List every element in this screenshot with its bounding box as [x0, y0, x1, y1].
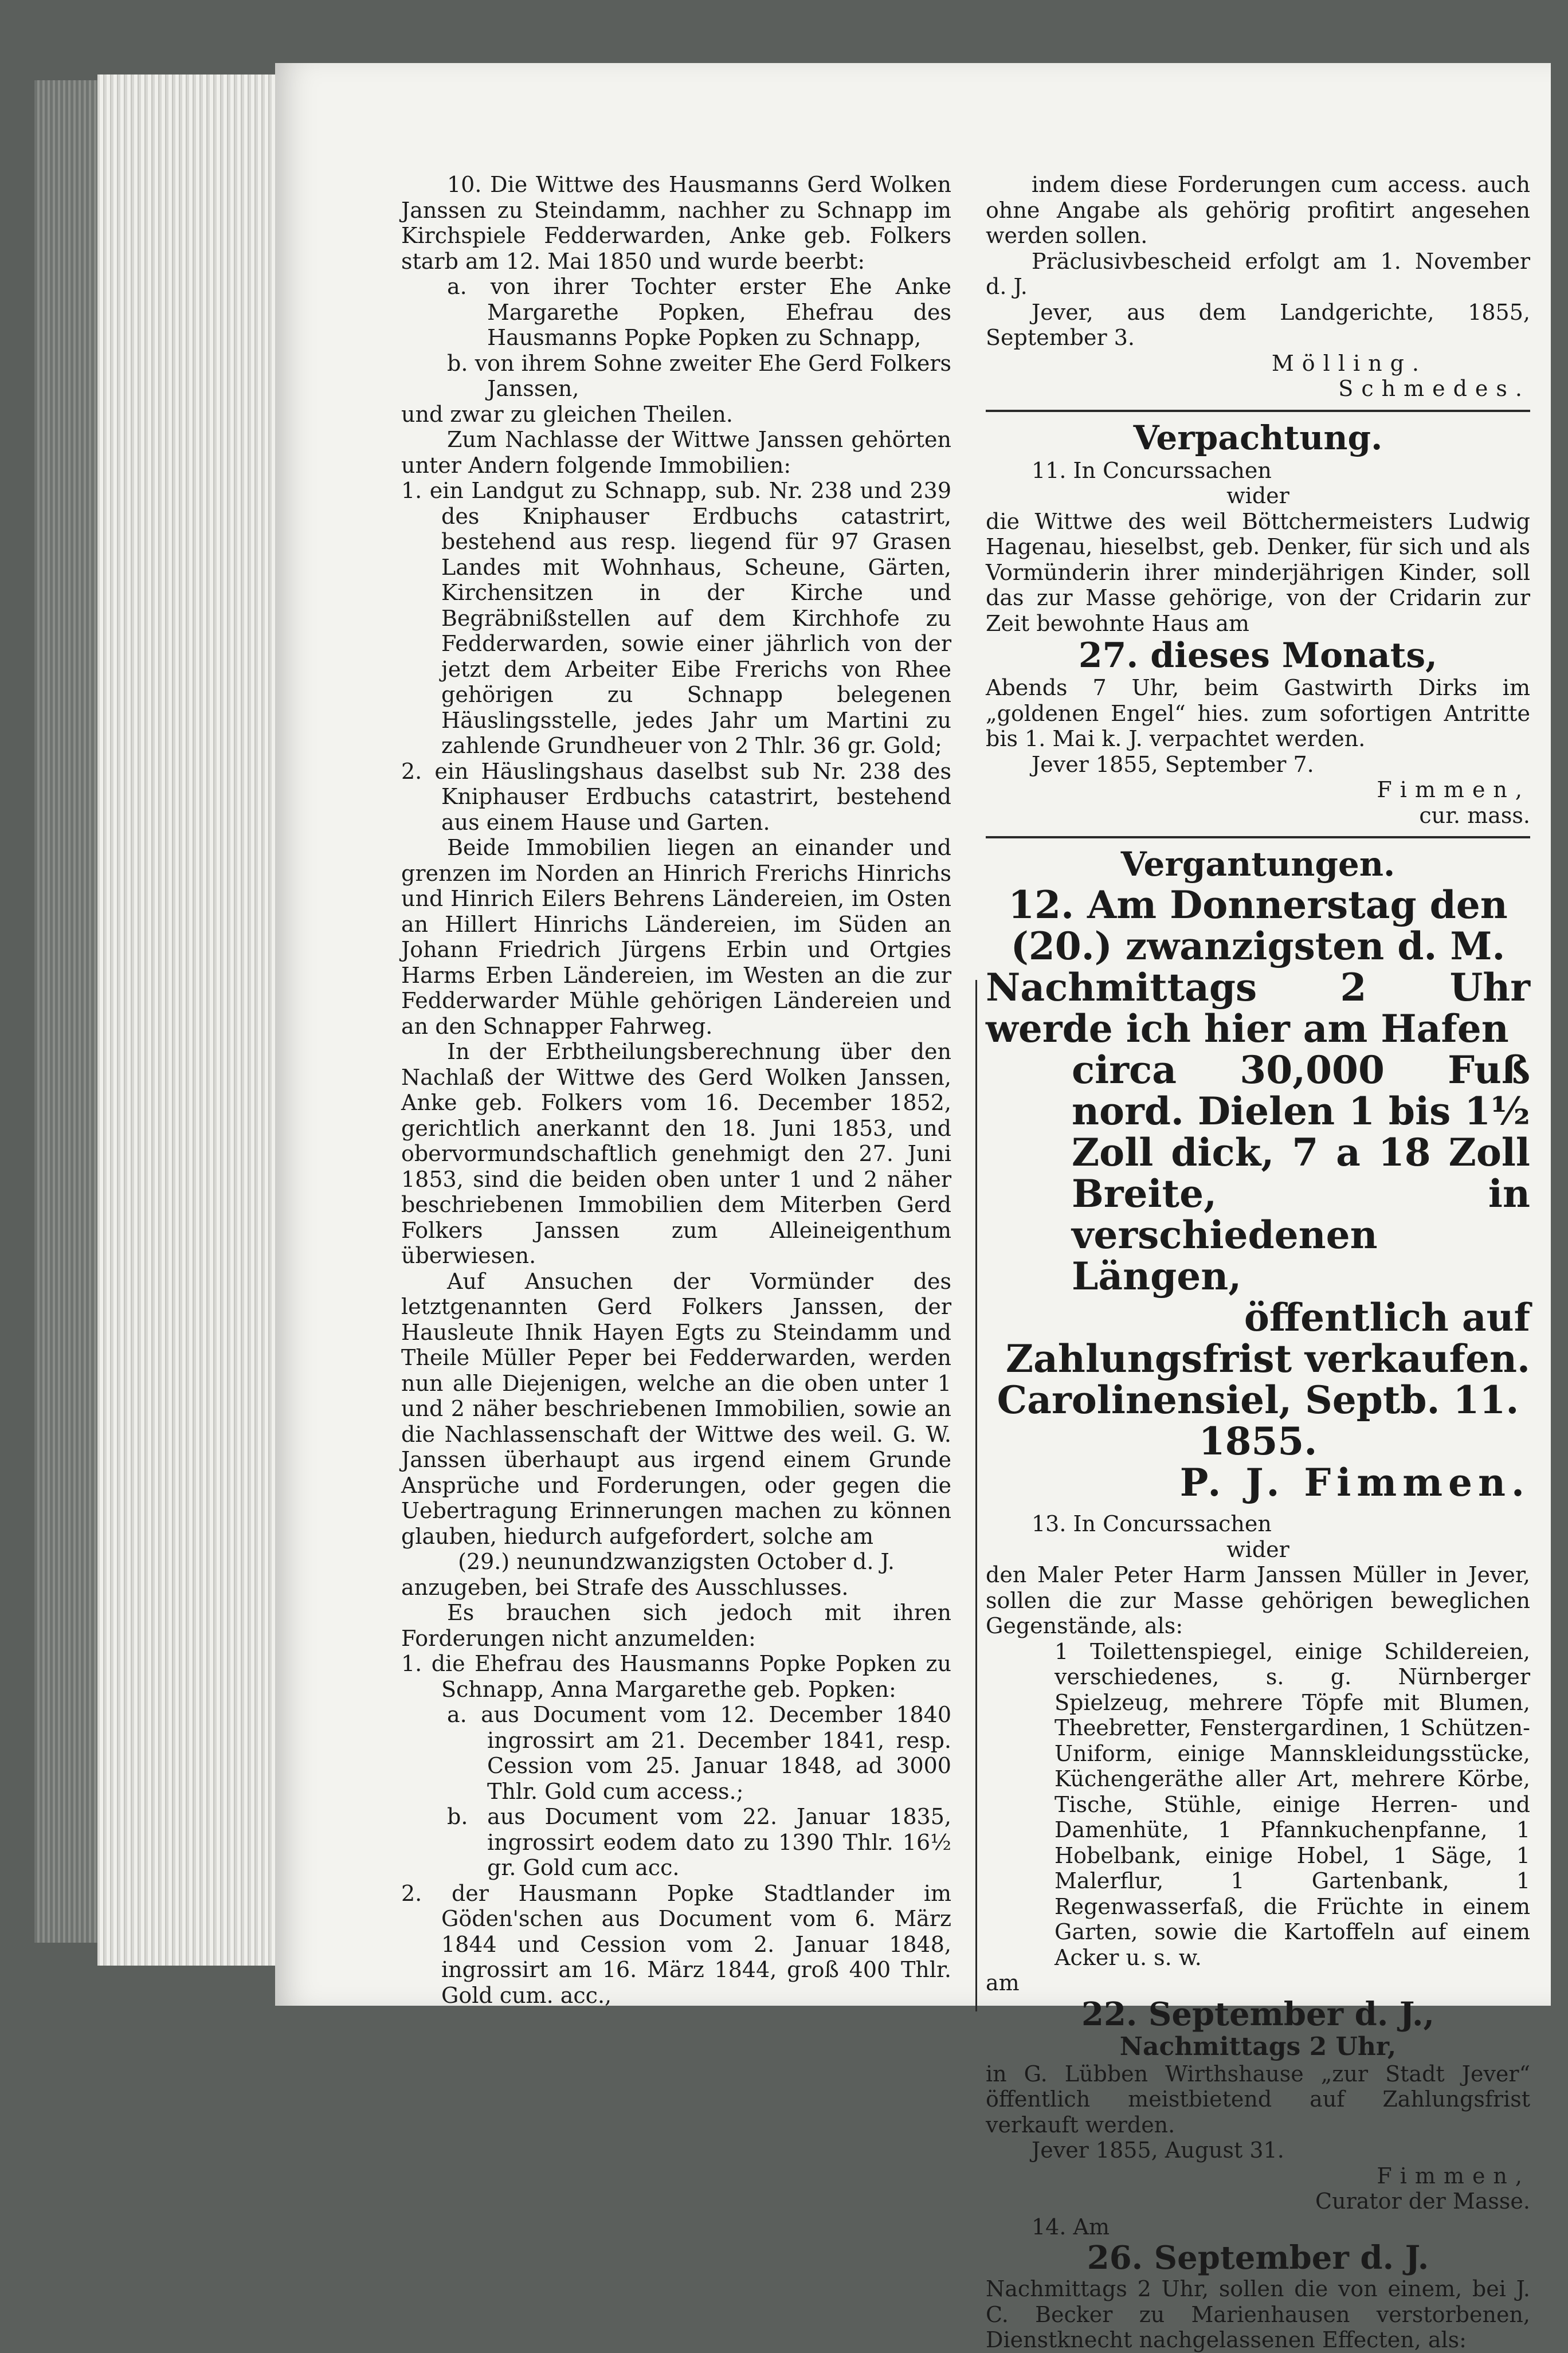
notice-11-body: die Wittwe des weil Böttchermeisters Ludwig Hagenau, hieselbst, geb. Denker, für sich und als Vormünderin ihrer minderjährigen Kinder, soll das zur Masse gehörige, von der Cridarin zur Zeit bewohnte Haus am: [986, 508, 1530, 636]
notice-13-body: den Maler Peter Harm Janssen Müller in Jever, sollen die zur Masse gehörigen beweglichen Gegenstände, als:: [986, 1562, 1530, 1638]
book-page: [275, 63, 1551, 2352]
notice-12-line-6: Carolinensiel, Septb. 11. 1855.: [997, 1378, 1519, 1464]
signature-schmedes: Schmedes.: [1338, 376, 1530, 401]
notice-14-body: Nachmittags 2 Uhr, sollen die von einem, bei J. C. Becker zu Marienhausen verstorbenen, Dienstknecht nachgelassenen Effecten, als:: [986, 2276, 1530, 2352]
signature-cur-mass: cur. mass.: [1419, 802, 1530, 828]
section-title-vergantungen: Vergantungen.: [1120, 845, 1395, 884]
left-paragraph: anzugeben, bei Strafe des Ausschlusses.: [401, 1574, 849, 1600]
notice-12-line-5: öffentlich auf Zahlungsfrist verkaufen.: [1005, 1295, 1530, 1381]
left-paragraph: Zum Nachlasse der Wittwe Janssen gehörten unter Andern folgende Immobilien:: [401, 427, 951, 478]
notice-13-place-date: Jever 1855, August 31.: [1032, 2138, 1284, 2163]
left-paragraph: a. aus Document vom 12. December 1840 ingrossirt am 21. December 1841, resp. Cession vom 25. Januar 1848, ad 3000 Thlr. Gold cum access.;: [447, 1702, 951, 1804]
notice-13-head: 13. In Concurssachen: [1032, 1511, 1272, 1536]
notice-11-place-date: Jever 1855, September 7.: [1032, 751, 1314, 777]
left-paragraph: In der Erbtheilungsberechnung über den Nachlaß der Wittwe des Gerd Wolken Janssen, Anke geb. Folkers vom 16. December 1852, gerichtlich anerkannt den 18. Juni 1853, und obervormundschaftlich genehmigt den 27. Juni 1853, sind die beiden oben unter 1 und 2 näher beschriebenen Immobilien dem Miterben Gerd Folkers Janssen zum Alleineigenthum überwiesen.: [401, 1039, 951, 1268]
left-paragraph: b. von ihrem Sohne zweiter Ehe Gerd Folkers Janssen,: [447, 350, 951, 401]
notice-13-wider: wider: [1226, 1536, 1289, 1562]
signature-moelling: Mölling.: [1271, 350, 1427, 376]
praeclusiv-line: Präclusivbescheid erfolgt am 1. November d. J.: [986, 248, 1530, 299]
column-rule: [975, 980, 977, 2011]
left-paragraph: Auf Ansuchen der Vormünder des letztgenannten Gerd Folkers Janssen, der Hausleute Ihnik Hayen Egts zu Steindamm und Theile Müller Peper bei Fedderwarden, werden nun alle Diejenigen, welche an die oben unter 1 und 2 näher beschriebenen Immobilien, sowie an die Nachlassenschaft der Wittwe des weil. G. W. Janssen überhaupt aus irgend einem Grunde Ansprüche und Forderungen, oder gegen die Uebertragung Erinnerungen machen zu können glauben, hiedurch aufgefordert, solche am: [401, 1268, 951, 1549]
notice-13-time: Nachmittags 2 Uhr,: [1119, 2032, 1397, 2061]
left-paragraph: b. aus Document vom 22. Januar 1835, ingrossirt eodem dato zu 1390 Thlr. 16½ gr. Gold cum acc.: [447, 1804, 951, 1880]
signature-fimmen: Fimmen,: [1377, 777, 1530, 802]
left-paragraph: (29.) neunundzwanzigsten October d. J.: [458, 1549, 895, 1574]
divider: [986, 410, 1530, 412]
notice-13-date: 22. September d. J.,: [1081, 1995, 1434, 2033]
section-title-verpachtung: Verpachtung.: [1133, 418, 1383, 457]
notice-12-line-4: circa 30,000 Fuß nord. Dielen 1 bis 1½ Zoll dick, 7 a 18 Zoll Breite, in verschiedenen Längen,: [1072, 1048, 1530, 1299]
left-paragraph: 1. ein Landgut zu Schnapp, sub. Nr. 238 und 239 des Kniphauser Erdbuchs catastrirt, bestehend aus resp. liegend für 97 Grasen Landes mit Wohnhaus, Scheune, Gärten, Kirchensitzen in der Kirche und Begräbnißstellen auf dem Kirchhofe zu Fedderwarden, sowie einer jährlich von der jetzt dem Arbeiter Eibe Frerichs von Rhee gehörigen zu Schnapp belegenen Häuslingsstelle, jedes Jahr um Martini zu zahlende Grundheuer von 2 Thlr. 36 gr. Gold;: [401, 478, 951, 758]
page-stack-edges: [97, 74, 287, 1966]
notice-12-line-3: Nachmittags 2 Uhr werde ich hier am Hafen: [986, 965, 1530, 1051]
notice-13-tail: in G. Lübben Wirthshause „zur Stadt Jever“ öffentlich meistbietend auf Zahlungsfrist verkauft werden.: [986, 2061, 1530, 2138]
left-paragraph: 1. die Ehefrau des Hausmanns Popke Popken zu Schnapp, Anna Margarethe geb. Popken:: [401, 1651, 951, 1702]
left-column: [401, 172, 951, 2008]
notice-11-date: 27. dieses Monats,: [1078, 636, 1438, 676]
left-paragraph: Es brauchen sich jedoch mit ihren Forderungen nicht anzumelden:: [401, 1600, 951, 1651]
notice-12-line-2: (20.) zwanzigsten d. M.: [1010, 924, 1506, 968]
book-cover-edge: [34, 80, 103, 1943]
left-paragraph: 10. Die Wittwe des Hausmanns Gerd Wolken Janssen zu Steindamm, nachher zu Schnapp im Kirchspiele Fedderwarden, Anke geb. Folkers starb am 12. Mai 1850 und wurde beerbt:: [401, 172, 951, 274]
notice-14-head: 14. Am: [1032, 2214, 1110, 2240]
notice-13-signature: Fimmen,: [1377, 2163, 1530, 2189]
notice-12-line-1: 12. Am Donnerstag den: [1008, 883, 1508, 927]
notice-11-tail: Abends 7 Uhr, beim Gastwirth Dirks im „goldenen Engel“ hies. zum sofortigen Antritte bis 1. Mai k. J. verpachtet werden.: [986, 675, 1530, 751]
court-date: Jever, aus dem Landgerichte, 1855, September 3.: [986, 299, 1530, 350]
notice-13-curator: Curator der Masse.: [1315, 2189, 1530, 2214]
left-paragraph: a. von ihrer Tochter erster Ehe Anke Margarethe Popken, Ehefrau des Hausmanns Popke Popken zu Schnapp,: [447, 274, 951, 350]
notice-12-signature: P. J. Fimmen.: [1179, 1460, 1530, 1505]
notice-13-am: am: [986, 1970, 1020, 1995]
notice-11-head: 11. In Concurssachen: [1032, 457, 1272, 483]
left-paragraph: Beide Immobilien liegen an einander und grenzen im Norden an Hinrich Frerichs Hinrichs und Hinrich Eilers Behrens Ländereien, im Osten an Hillert Hinrichs Ländereien, im Süden an Johann Friedrich Jürgens Erbin und Ortgies Harms Erben Ländereien, im Westen an die zur Fedderwarder Mühle gehörigen Ländereien und an den Schnapper Fahrweg.: [401, 835, 951, 1039]
left-paragraph: und zwar zu gleichen Theilen.: [401, 401, 733, 427]
notice-13-list: 1 Toilettenspiegel, einige Schildereien, verschiedenes, s. g. Nürnberger Spielzeug, mehrere Töpfe mit Blumen, Theebretter, Fenstergardinen, 1 Schützen-Uniform, einige Mannskleidungsstücke, Küchengeräthe aller Art, mehrere Körbe, Tische, Stühle, einige Herren- und Damenhüte, 1 Pfannkuchenpfanne, 1 Hobelbank, einige Hobel, 1 Säge, 1 Malerflur, 1 Gartenbank, 1 Regenwasserfaß, die Früchte in einem Garten, sowie die Kartoffeln auf einem Acker u. s. w.: [1055, 1638, 1530, 1970]
notice-10-continuation: indem diese Forderungen cum access. auch ohne Angabe als gehörig profitirt angesehen werden sollen.: [986, 172, 1530, 248]
divider: [986, 836, 1530, 838]
left-paragraph: 2. der Hausmann Popke Stadtlander im Göden'schen aus Document vom 6. März 1844 und Cession vom 2. Januar 1848, ingrossirt am 16. März 1844, groß 400 Thlr. Gold cum. acc.,: [401, 1880, 951, 2008]
notice-14-date: 26. September d. J.: [1087, 2239, 1429, 2277]
right-column: [986, 172, 1530, 2353]
notice-11-wider: wider: [1226, 483, 1289, 508]
left-paragraph: 2. ein Häuslingshaus daselbst sub Nr. 238 des Kniphauser Erdbuchs catastrirt, bestehend aus einem Hause und Garten.: [401, 758, 951, 835]
